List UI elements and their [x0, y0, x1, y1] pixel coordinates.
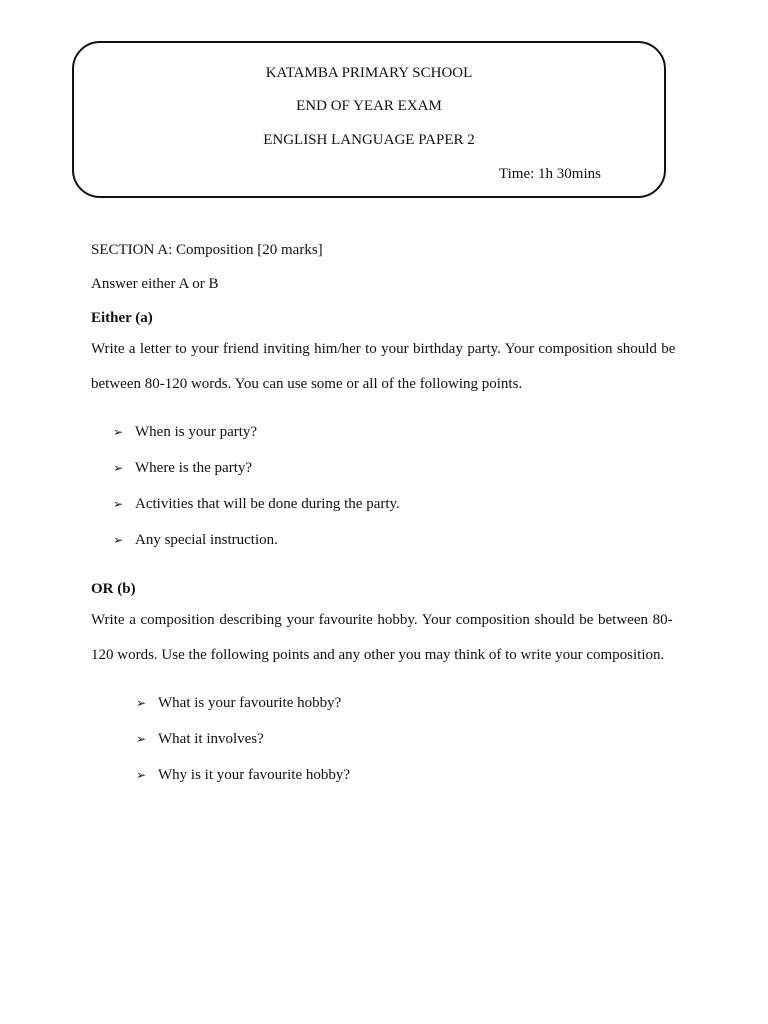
section-instruction: Answer either A or B	[91, 276, 219, 292]
exam-title: END OF YEAR EXAM	[296, 98, 442, 114]
option-b-label: OR (b)	[91, 581, 136, 597]
option-b-text-line-2: 120 words. Use the following points and any other you may think of to write your composition.	[91, 647, 665, 663]
bullet-text: Where is the party?	[135, 460, 253, 476]
school-name: KATAMBA PRIMARY SCHOOL	[265, 65, 473, 81]
arrow-bullet-icon: ➢	[136, 696, 147, 710]
option-a-text-line-1: Write a letter to your friend inviting him/her to your birthday party. Your composition should be	[91, 341, 676, 357]
exam-header-box	[72, 41, 666, 198]
bullet-text: What it involves?	[158, 731, 264, 747]
bullet-text: What is your favourite hobby?	[158, 695, 342, 711]
arrow-bullet-icon: ➢	[113, 461, 124, 475]
bullet-text: When is your party?	[135, 424, 258, 440]
bullet-text: Any special instruction.	[135, 532, 278, 548]
arrow-bullet-icon: ➢	[136, 732, 147, 746]
bullet-text: Why is it your favourite hobby?	[158, 767, 351, 783]
arrow-bullet-icon: ➢	[113, 497, 124, 511]
arrow-bullet-icon: ➢	[113, 533, 124, 547]
option-b-text-line-1: Write a composition describing your favourite hobby. Your composition should be between 80-	[91, 612, 673, 628]
bullet-text: Activities that will be done during the party.	[135, 496, 400, 512]
paper-title: ENGLISH LANGUAGE PAPER 2	[263, 132, 475, 148]
option-a-label: Either (a)	[91, 310, 153, 326]
section-title: SECTION A: Composition [20 marks]	[91, 242, 323, 258]
arrow-bullet-icon: ➢	[136, 768, 147, 782]
exam-duration: Time: 1h 30mins	[499, 166, 601, 182]
option-a-text-line-2: between 80-120 words. You can use some or all of the following points.	[91, 376, 523, 392]
arrow-bullet-icon: ➢	[113, 425, 124, 439]
